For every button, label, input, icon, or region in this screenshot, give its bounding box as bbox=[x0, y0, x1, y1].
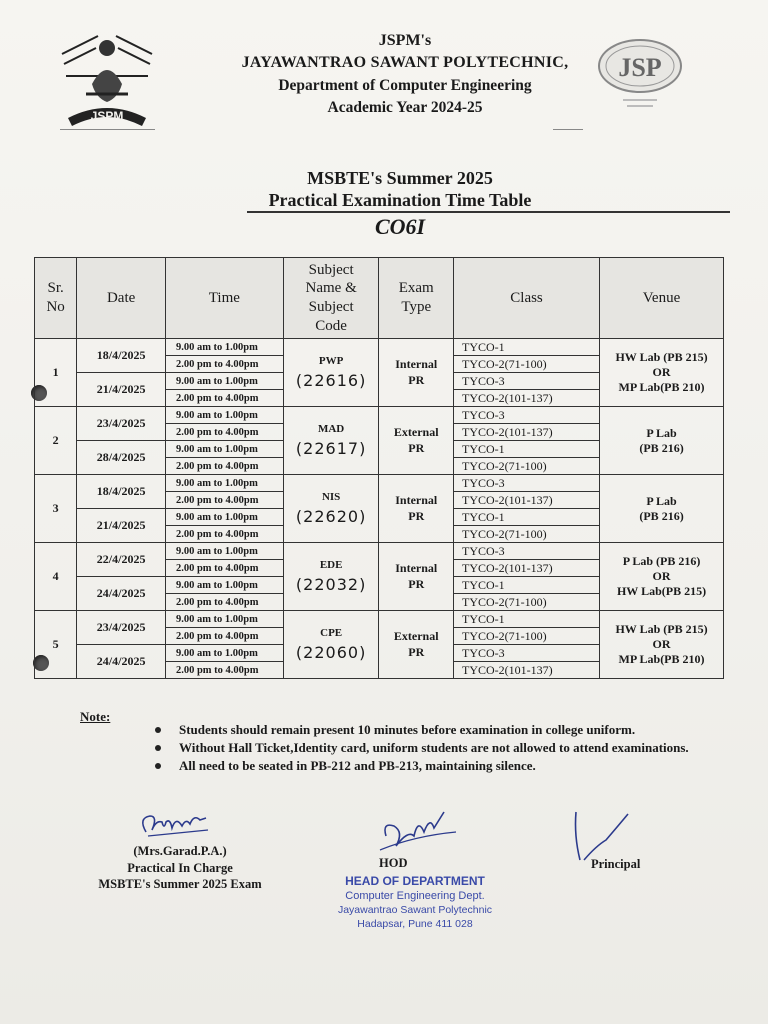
institute-short: JSPM's bbox=[378, 32, 432, 49]
time-cell: 9.00 am to 1.00pm bbox=[165, 339, 283, 356]
subject-cell bbox=[283, 475, 379, 543]
venue-text: P Lab (PB 216) bbox=[622, 554, 701, 568]
exam-type-text: PR bbox=[408, 508, 425, 523]
venue-text: MP Lab(PB 210) bbox=[618, 652, 705, 666]
logo-text: JSP bbox=[618, 53, 662, 82]
time-cell: 9.00 am to 1.00pm bbox=[165, 577, 283, 594]
subject-cell bbox=[283, 407, 379, 475]
class-cell: TYCO-2(101-137) bbox=[454, 492, 600, 509]
subject-name: CPE bbox=[320, 627, 343, 639]
col-venue: Venue bbox=[600, 258, 724, 339]
col-sr: Sr. No bbox=[35, 258, 77, 339]
date-cell: 21/4/2025 bbox=[77, 373, 166, 407]
principal-label: Principal bbox=[591, 857, 641, 871]
exam-type-text: PR bbox=[408, 372, 425, 387]
institute-name: JAYAWANTRAO SAWANT POLYTECHNIC, bbox=[241, 54, 569, 71]
date-cell: 24/4/2025 bbox=[77, 645, 166, 679]
venue-cell bbox=[600, 543, 724, 611]
venue-text: P Lab bbox=[646, 493, 677, 508]
sr-cell: 4 bbox=[35, 543, 77, 611]
subject-name: PWP bbox=[318, 355, 344, 367]
exam-type-cell bbox=[379, 611, 454, 679]
venue-text: (PB 216) bbox=[639, 508, 684, 523]
logo-text: JSPM bbox=[90, 109, 124, 123]
exam-type-text: PR bbox=[408, 440, 425, 455]
sr-cell: 5 bbox=[35, 611, 77, 679]
table-row bbox=[35, 339, 724, 356]
timetable bbox=[34, 257, 724, 679]
time-cell: 9.00 am to 1.00pm bbox=[165, 475, 283, 492]
title-underline bbox=[247, 211, 730, 213]
time-cell: 9.00 am to 1.00pm bbox=[165, 373, 283, 390]
sr-cell: 3 bbox=[35, 475, 77, 543]
class-cell: TYCO-2(71-100) bbox=[454, 458, 600, 475]
class-cell: TYCO-2(101-137) bbox=[454, 390, 600, 407]
bullet-icon bbox=[155, 745, 161, 751]
table-row bbox=[35, 611, 724, 628]
time-cell: 2.00 pm to 4.00pm bbox=[165, 628, 283, 645]
class-cell: TYCO-2(71-100) bbox=[454, 356, 600, 373]
incharge-role: Practical In Charge bbox=[127, 861, 233, 875]
table-row bbox=[35, 543, 724, 560]
date-cell: 23/4/2025 bbox=[77, 611, 166, 645]
venue-text: OR bbox=[652, 637, 671, 651]
incharge-signature bbox=[136, 808, 216, 844]
table-header-row bbox=[35, 258, 724, 339]
timetable-title: Practical Examination Time Table bbox=[268, 190, 532, 210]
exam-title: MSBTE's Summer 2025 bbox=[307, 168, 493, 188]
col-class: Class bbox=[454, 258, 600, 339]
date-cell: 22/4/2025 bbox=[77, 543, 166, 577]
venue-text: HW Lab(PB 215) bbox=[616, 584, 707, 598]
subject-code: (22620) bbox=[295, 507, 367, 526]
subject-code: (22617) bbox=[295, 439, 367, 458]
exam-type-cell bbox=[379, 339, 454, 407]
venue-text: HW Lab (PB 215) bbox=[615, 350, 708, 364]
subject-cell bbox=[283, 543, 379, 611]
class-cell: TYCO-1 bbox=[454, 577, 600, 594]
header-rule bbox=[60, 129, 155, 130]
exam-type-cell bbox=[379, 543, 454, 611]
hod-signature bbox=[374, 806, 464, 860]
subject-cell bbox=[283, 339, 379, 407]
exam-type-text: External bbox=[393, 628, 439, 643]
sr-cell: 2 bbox=[35, 407, 77, 475]
class-cell: TYCO-3 bbox=[454, 645, 600, 662]
time-cell: 2.00 pm to 4.00pm bbox=[165, 662, 283, 679]
note-label: Note: bbox=[80, 709, 111, 724]
time-cell: 9.00 am to 1.00pm bbox=[165, 407, 283, 424]
class-cell: TYCO-1 bbox=[454, 441, 600, 458]
venue-text: P Lab bbox=[646, 425, 677, 440]
time-cell: 2.00 pm to 4.00pm bbox=[165, 424, 283, 441]
time-cell: 2.00 pm to 4.00pm bbox=[165, 560, 283, 577]
bullet-icon bbox=[155, 727, 161, 733]
time-cell: 9.00 am to 1.00pm bbox=[165, 509, 283, 526]
class-cell: TYCO-1 bbox=[454, 339, 600, 356]
time-cell: 2.00 pm to 4.00pm bbox=[165, 492, 283, 509]
class-cell: TYCO-2(101-137) bbox=[454, 424, 600, 441]
class-cell: TYCO-3 bbox=[454, 475, 600, 492]
hod-label: HOD bbox=[379, 856, 408, 870]
class-cell: TYCO-2(101-137) bbox=[454, 662, 600, 679]
bullet-icon bbox=[155, 763, 161, 769]
exam-type-text: Internal bbox=[395, 560, 438, 575]
stamp-line: Hadapsar, Pune 411 028 bbox=[357, 918, 473, 930]
exam-type-text: PR bbox=[408, 576, 425, 591]
exam-type-text: PR bbox=[408, 644, 425, 659]
date-cell: 21/4/2025 bbox=[77, 509, 166, 543]
class-cell: TYCO-2(71-100) bbox=[454, 628, 600, 645]
venue-text: (PB 216) bbox=[639, 440, 684, 455]
venue-cell bbox=[600, 407, 724, 475]
date-cell: 28/4/2025 bbox=[77, 441, 166, 475]
date-cell: 18/4/2025 bbox=[77, 475, 166, 509]
sr-cell: 1 bbox=[35, 339, 77, 407]
subject-name: EDE bbox=[319, 559, 343, 571]
class-cell: TYCO-2(71-100) bbox=[454, 526, 600, 543]
class-cell: TYCO-3 bbox=[454, 373, 600, 390]
time-cell: 2.00 pm to 4.00pm bbox=[165, 458, 283, 475]
date-cell: 24/4/2025 bbox=[77, 577, 166, 611]
stamp-line: HEAD OF DEPARTMENT bbox=[345, 874, 485, 888]
subject-code: (22032) bbox=[295, 575, 367, 594]
exam-type-text: Internal bbox=[395, 356, 438, 371]
time-cell: 2.00 pm to 4.00pm bbox=[165, 390, 283, 407]
subject-code: (22060) bbox=[295, 643, 367, 662]
venue-cell bbox=[600, 339, 724, 407]
table-row bbox=[35, 407, 724, 424]
venue-text: MP Lab(PB 210) bbox=[618, 380, 705, 394]
academic-year: Academic Year 2024-25 bbox=[327, 99, 483, 116]
time-cell: 2.00 pm to 4.00pm bbox=[165, 526, 283, 543]
class-cell: TYCO-3 bbox=[454, 543, 600, 560]
subject-code: (22616) bbox=[295, 371, 367, 390]
note-item: Students should remain present 10 minutes before examination in college uniform. bbox=[155, 721, 735, 738]
class-cell: TYCO-3 bbox=[454, 407, 600, 424]
note-item: Without Hall Ticket,Identity card, uniform students are not allowed to attend examinations. bbox=[155, 739, 735, 756]
exam-type-cell bbox=[379, 407, 454, 475]
note-item: All need to be seated in PB-212 and PB-213, maintaining silence. bbox=[155, 757, 735, 774]
col-time: Time bbox=[165, 258, 283, 339]
date-cell: 23/4/2025 bbox=[77, 407, 166, 441]
stamp-line: Computer Engineering Dept. bbox=[345, 890, 485, 902]
class-cell: TYCO-1 bbox=[454, 611, 600, 628]
jspm-logo bbox=[58, 26, 156, 126]
venue-text: OR bbox=[652, 569, 671, 583]
time-cell: 9.00 am to 1.00pm bbox=[165, 645, 283, 662]
class-cell: TYCO-2(101-137) bbox=[454, 560, 600, 577]
venue-cell bbox=[600, 611, 724, 679]
class-code: CO6I bbox=[374, 214, 426, 239]
subject-name: MAD bbox=[317, 423, 345, 435]
time-cell: 9.00 am to 1.00pm bbox=[165, 611, 283, 628]
col-subject: Subject Name & Subject Code bbox=[283, 258, 379, 339]
time-cell: 9.00 am to 1.00pm bbox=[165, 543, 283, 560]
table-row bbox=[35, 475, 724, 492]
class-cell: TYCO-1 bbox=[454, 509, 600, 526]
incharge-exam: MSBTE's Summer 2025 Exam bbox=[98, 877, 262, 891]
col-date: Date bbox=[77, 258, 166, 339]
exam-type-cell bbox=[379, 475, 454, 543]
note-list bbox=[155, 721, 735, 775]
department-name: Department of Computer Engineering bbox=[278, 77, 532, 94]
col-exam-type: Exam Type bbox=[379, 258, 454, 339]
time-cell: 2.00 pm to 4.00pm bbox=[165, 594, 283, 611]
incharge-name: (Mrs.Garad.P.A.) bbox=[133, 844, 227, 858]
exam-type-text: Internal bbox=[395, 492, 438, 507]
date-cell: 18/4/2025 bbox=[77, 339, 166, 373]
venue-text: OR bbox=[652, 365, 671, 379]
stamp-line: Jayawantrao Sawant Polytechnic bbox=[337, 904, 493, 916]
exam-type-text: External bbox=[393, 424, 439, 439]
venue-text: HW Lab (PB 215) bbox=[615, 622, 708, 636]
class-cell: TYCO-2(71-100) bbox=[454, 594, 600, 611]
subject-cell bbox=[283, 611, 379, 679]
time-cell: 2.00 pm to 4.00pm bbox=[165, 356, 283, 373]
subject-name: NIS bbox=[321, 491, 341, 503]
header-rule bbox=[553, 129, 583, 130]
time-cell: 9.00 am to 1.00pm bbox=[165, 441, 283, 458]
venue-cell bbox=[600, 475, 724, 543]
